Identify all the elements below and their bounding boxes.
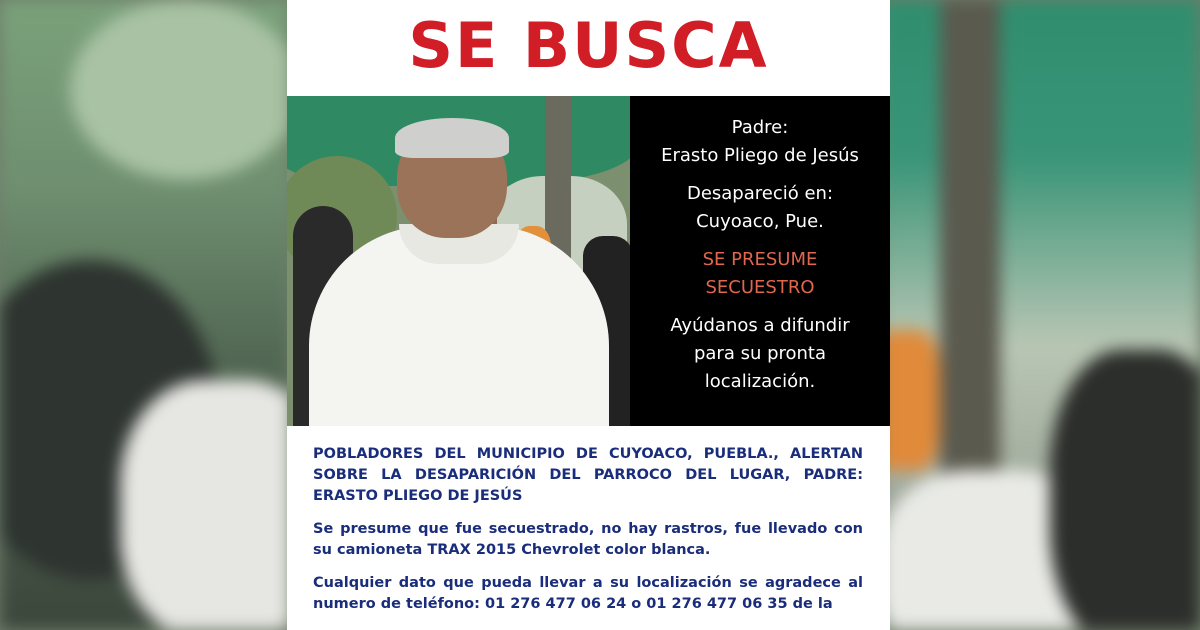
- blurred-background-left: [0, 0, 290, 630]
- poster-body-text: [313, 444, 863, 615]
- paragraph-contact: Cualquier dato que pueda llevar a su localización se agradece al numero de teléfono: 01 276 477 06 24 o 01 276 477 06 35 de la: [313, 575, 863, 612]
- missing-person-poster: [287, 0, 890, 630]
- info-name: Erasto Pliego de Jesús: [661, 145, 859, 166]
- info-label-disappeared: Desapareció en:: [686, 183, 834, 204]
- info-help-line3: localización.: [704, 371, 816, 392]
- info-label-padre: Padre:: [731, 117, 789, 138]
- poster-title: SE BUSCA: [408, 9, 769, 82]
- info-help-line2: para su pronta: [693, 343, 827, 364]
- info-location: Cuyoaco, Pue.: [696, 211, 824, 232]
- info-presumed: SE PRESUME: [702, 249, 818, 270]
- missing-person-photo: [287, 96, 630, 426]
- info-help-line1: Ayúdanos a difundir: [670, 315, 850, 336]
- paragraph-alert: POBLADORES DEL MUNICIPIO DE CUYOACO, PUEBLA., ALERTAN SOBRE LA DESAPARICIÓN DEL PARROCO DEL LUGAR, PADRE: ERASTO PLIEGO DE JESÚS: [313, 446, 863, 504]
- info-panel: [630, 96, 890, 426]
- paragraph-presumed: Se presume que fue secuestrado, no hay rastros, fue llevado con su camioneta TRAX 2015 Chevrolet color blanca.: [313, 521, 863, 558]
- blurred-background-right: [880, 0, 1200, 630]
- info-kidnapping: SECUESTRO: [705, 277, 815, 298]
